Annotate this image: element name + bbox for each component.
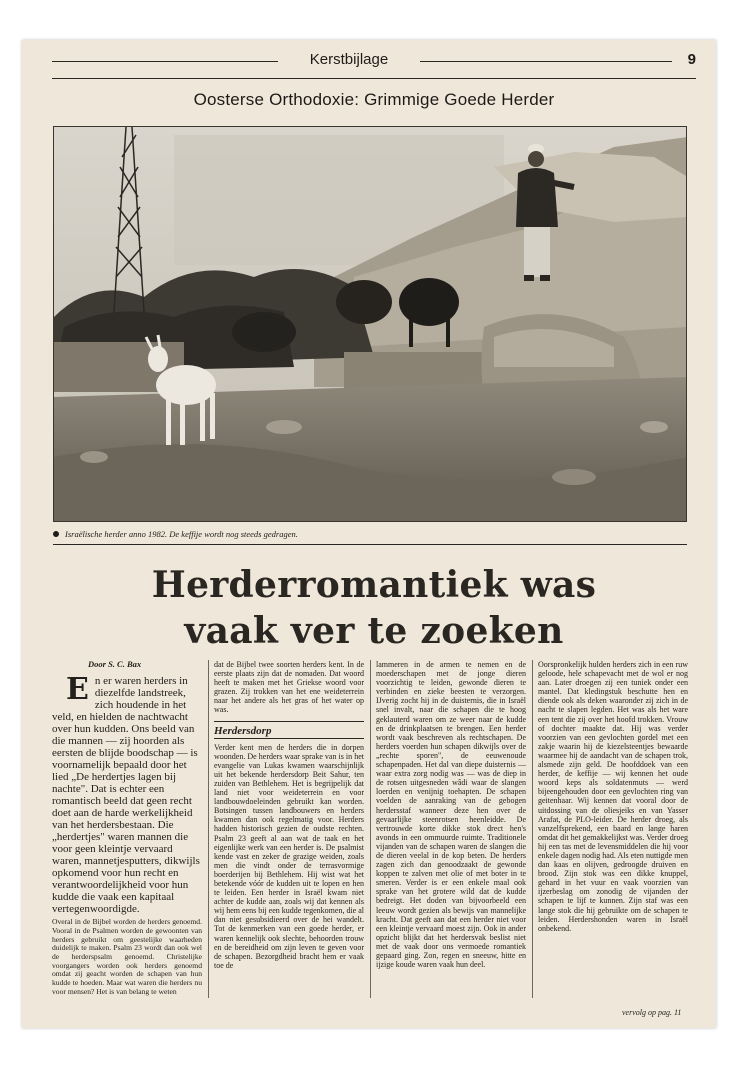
article-body — [52, 660, 700, 1010]
column-2-top: dat de Bijbel twee soorten herders kent. In de eerste plaats zijn dat de nomaden. Dat woord heeft te maken met het Griekse woord voor grazen. Zij trokken van het ene weideterrein naar het andere als het gras of het water op was. — [214, 660, 364, 715]
continued-link[interactable]: vervolg op pag. 11 — [622, 1008, 682, 1017]
headline-line-2: vaak ver te zoeken — [184, 610, 564, 652]
column-1-body: Overal in de Bijbel worden de herders genoemd. Vooral in de Psalmen worden de gewoonten van herders gebruikt om geestelijke waarheden duidelijk te maken. Psalm 23 wordt dan ook wel de herderspsalm genoemd. Christelijke voorgangers worden ook herders genoemd omdat zij geacht worden de schapen van hun kudde te hoeden. Maar wat waren die herders nu voor mensen? Het is van belang te weten — [52, 917, 202, 996]
header-rule-left — [52, 61, 278, 62]
column-4-body: Oorspronkelijk hulden herders zich in een ruw geloode, hele schapevacht met de wol er nog aan. Later droegen zij een tuniek onder een mantel. Dat kledingstuk beschutte hen en diende ook als deken waaronder zij zich in de nacht te slapen legden. Het was als het ware een tent die zij over het hoofd trokken. Vrouw of dochter maakte dat. Hij was verder voorzien van een gevlochten gordel met een zakje waarin hij de kiezelsteentjes bewaarde waarmee hij de aandacht van de schapen trok, alsmede zijn geld. De hoofddoek van een herder, de keffije — wij kennen het oude woord keps als soldatenmuts — werd bijeengehouden door een gevlochten ring van geitenhaar. Wij kennen dat vooral door de uitdossing van de oliesjeiks en van Yasser Arafat, de PLO-leider. De herder droeg, als vanzelfsprekend, een baard en lange haren omdat dit het gemakkelijkst was. Verder droeg hij een tas met de levensmiddelen die hij voor enkele dagen nodig had. Als eten nuttigde men dan kaas en olijven, gedroogde druiven en brood. Zijn stok was een dikke knuppel, gehard in het vuur en vaak voorzien van ijzerbeslag om zonodig de vijanden der schapen te lijf te kunnen. Zijn staf was een lange stok die hij gebruikte om de schapen te leiden. Herdershonden waren in Israël onbekend. — [538, 660, 688, 933]
page-number: 9 — [687, 51, 696, 68]
article-column-1 — [52, 660, 202, 1000]
drop-cap: E — [66, 672, 89, 708]
caption-divider — [53, 544, 687, 545]
column-3-body: lammeren in de armen te nemen en de moederschapen met de jonge dieren voorzichtig te leiden, gewonde dieren te verbinden en zieke beesten te verzorgen. IJverig zocht hij in de duisternis, die in Israël snel invalt, naar die schapen die te hoog geklauterd waren om ze weer naar de kudde en de drinkplaatsen te brengen. Een herder wordt vaak beschreven als rechtschapen. De herders voerden hun schapen dikwijls over de „rechte sporen", de eeuwenoude schapenpaden. Het dal van diepe duisternis — waar extra zorg nodig was — was de diep in de rotsen uitgesneden wâdi waar de slangen loerden en venijnig toehapten. De schapen voelden de aanraking van de gebogen herdersstaf wanneer deze hen over de gevaarlijke steenrotsen heenleidde. De vertrouwde korte dikke stok drect hen's avonds in een ommuurde ruimte. Traditionele vijanden van de schapen waren de slangen die de dieren veelal in de kop beten. De herders zagen zich dan genoodzaakt de gewonde koppen te zalven met olie of met boter in te smeren. Verder is er een enkele maal ook sprake van het grotere wild dat de kudde bedreigt. Het doden van bijvoorbeeld een leeuw wordt gezien als bewijs van mannelijke kracht. Dat geeft aan dat een herder niet voor een kleintje vervaard moest zijn. Ook in ander opzicht blijkt dat het herdersvak beslist niet met de vaak door ons vermoede romantiek gepaard ging. Zon, regen en sneeuw, hitte en ijzige koude waren vaak hun deel. — [376, 660, 526, 970]
article-column-3 — [376, 660, 526, 1000]
column-2-body: Verder kent men de herders die in dorpen woonden. De herders waar sprake van is in het evangelie van Lukas kwamen waarschijnlijk uit het bekende herdersdorp Beit Sahur, ten zuiden van Bethlehem. Het is begrijpelijk dat land niet voor weideterrein en voor landbouwdoeleinden gebruikt kan worden. Botsingen tussen landbouwers en herders kwamen dan ook regelmatig voor. Herders hadden historisch gezien de oudste rechten. Psalm 23 geeft al aan wat de taak en het eigenlijke werk van een herder is. De psalmist kende vast en zeker de grazige weiden, zoals men die vindt onder de terrasvormige boerderijen bij Bethlehem. Hij wist wat het betekende vóór de kudden uit te lopen en hen te leiden. Een herder in Israël kwam niet achter de kudde aan, zoals wij dat kennen als wij hem eens bij een kudde tegenkomen, die al dan niet gesubsidieerd over de hei wandelt. Tot de kenmerken van een goede herder, er waren kennelijk ook slechte, behoorden trouw en de bereidheid om zijn leven te geven voor de schapen. Bezorgdheid bracht hem er vaak toe de — [214, 742, 364, 970]
headline-line-1: Herderromantiek was — [151, 564, 597, 606]
byline: Door S. C. Bax — [88, 660, 142, 669]
article-column-4 — [538, 660, 688, 1000]
subhead: Herdersdorp — [214, 721, 364, 739]
article-column-2 — [214, 660, 364, 1000]
section-label: Kerstbijlage — [309, 51, 389, 68]
lead-text: n er waren herders in diezelfde landstreek, zich houdende in het veld, en hielden de nachtwacht over hun kudden. Ons beeld van die mannen — zij hoorden als eersten de blijde boodschap — is voornamelijk bepaald door het lied „De herdertjes lagen bij nachte". Dat is echter een romantisch beeld dat geen recht doet aan de harde werkelijkheid van het herdersbestaan. Die „herdertjes" waren mannen die voor geen kleintje vervaard waren, mannetjesputters, dikwijls opkomend voor hun recht en verantwoordelijkheid voor hun kudde die vaak een kapitaal vertegenwoordigde. — [52, 675, 200, 916]
lead-paragraph — [52, 672, 202, 916]
bullet-icon — [53, 531, 59, 537]
kicker-title: Oosterse Orthodoxie: Grimmige Goede Herder — [193, 90, 555, 109]
shepherd-photo — [53, 126, 687, 522]
headline — [52, 562, 696, 654]
running-header — [52, 50, 696, 72]
photo-caption — [53, 529, 687, 539]
column-divider — [208, 660, 209, 998]
header-divider — [52, 78, 696, 79]
column-divider — [370, 660, 371, 998]
header-rule-right — [420, 61, 672, 62]
newspaper-page — [22, 40, 716, 1028]
column-divider — [532, 660, 533, 998]
caption-text: Israëlische herder anno 1982. De keffije wordt nog steeds gedragen. — [65, 529, 298, 539]
